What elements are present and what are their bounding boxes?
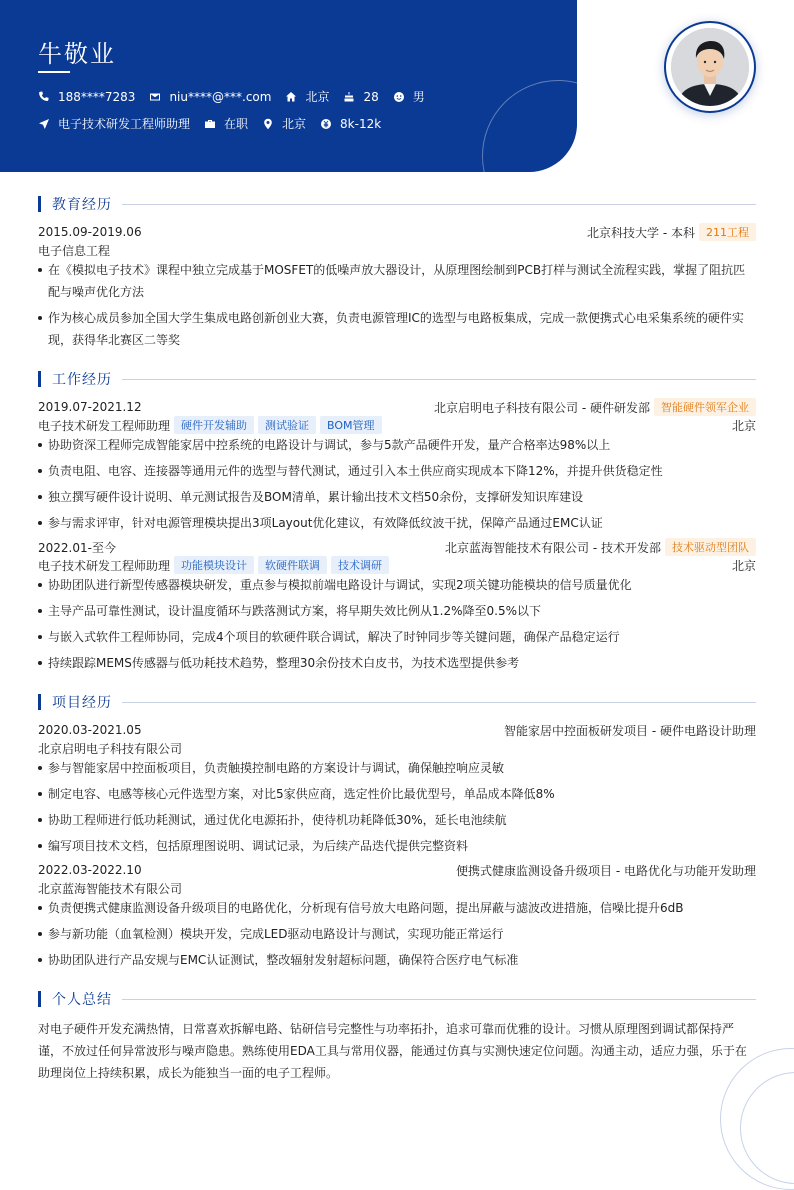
intention-row [38,115,395,132]
project-bullet: 参与智能家居中控面板项目，负责触摸控制电路的方案设计与调试，确保触控响应灵敏 [38,757,756,779]
section-bar [38,371,41,387]
briefcase-icon [204,118,216,130]
position-text: 电子技术研发工程师助理 [58,117,191,131]
location-item [285,88,329,105]
send-icon [38,118,50,130]
location-text: 北京 [305,90,330,104]
project-company-row [38,739,756,757]
education-header [38,223,756,241]
salary-item [320,117,381,131]
position-item [38,115,190,132]
job-city: 北京 [731,558,756,573]
job-bullet: 与嵌入式软件工程师协同，完成4个项目的软硬件联合调试，解决了时钟同步等关键问题，确保产品稳定运行 [38,626,756,648]
job-role-group [38,416,382,434]
gender-text: 男 [412,90,425,104]
avatar-frame [664,21,756,113]
job-bullet: 持续跟踪MEMS传感器与低功耗技术趋势，整理30余份技术白皮书，为技术选型提供参考 [38,652,756,674]
job-header [38,538,756,556]
project-company: 北京蓝海智能技术有限公司 [38,881,183,896]
work-city-text: 北京 [282,117,307,131]
cake-icon [343,91,355,103]
section-divider [122,999,756,1000]
job-bullet: 参与需求评审，针对电源管理模块提出3项Layout优化建议，有效降低纹波干扰，保障产品通过EMC认证 [38,512,756,534]
gender-icon [393,91,405,103]
job-role: 电子技术研发工程师助理 [38,558,171,573]
section-divider [122,204,756,205]
job-company-group [445,538,756,556]
section-work [38,369,756,389]
project-name: 智能家居中控面板研发项目 - 硬件电路设计助理 [504,723,756,738]
phone-number: 188****7283 [58,89,136,104]
education-period: 2015.09-2019.06 [38,225,142,239]
header-decoration-circle [482,80,577,172]
job-bullet: 主导产品可靠性测试，设计温度循环与跌落测试方案，将早期失效比例从1.2%降至0.5%以下 [38,600,756,622]
project-header [38,861,756,879]
company-tag: 技术驱动型团队 [665,538,756,556]
skill-tag: 硬件开发辅助 [174,416,254,434]
job-role-row [38,556,756,574]
section-title-text: 教育经历 [52,197,112,213]
section-divider [122,702,756,703]
job-company: 北京蓝海智能技术有限公司 - 技术开发部 [445,540,661,555]
project-bullet: 协助团队进行产品安规与EMC认证测试，整改辐射发射超标问题，确保符合医疗电气标准 [38,949,756,971]
job-city: 北京 [731,418,756,433]
project-period: 2020.03-2021.05 [38,723,142,737]
skill-tag: 软硬件联调 [258,556,327,574]
job-company-group [434,398,756,416]
section-education [38,194,756,214]
education-major: 电子信息工程 [38,243,111,258]
education-school: 北京科技大学 - 本科 [587,225,695,240]
section-projects [38,692,756,712]
education-major-row [38,241,756,259]
section-bar [38,991,41,1007]
company-tag: 智能硬件领军企业 [654,398,756,416]
gender-item [393,88,425,105]
status-text: 在职 [224,117,249,131]
candidate-name: 牛敬业 [38,40,116,68]
project-bullet: 参与新功能（血氧检测）模块开发，完成LED驱动电路设计与测试，实现功能正常运行 [38,923,756,945]
project-header [38,721,756,739]
section-bar [38,196,41,212]
education-bullet: 作为核心成员参加全国大学生集成电路创新创业大赛，负责电源管理IC的选型与电路板集成，完成一款便携式心电采集系统的硬件实现，获得华北赛区二等奖 [38,307,756,351]
project-company-row [38,879,756,897]
section-title-text: 项目经历 [52,695,112,711]
job-role-row [38,416,756,434]
job-bullet: 协助团队进行新型传感器模块研发，重点参与模拟前端电路设计与调试，实现2项关键功能模块的信号质量优化 [38,574,756,596]
job-bullet: 负责电阻、电容、连接器等通用元件的选型与替代测试，通过引入本土供应商实现成本下降12%，并提升供货稳定性 [38,460,756,482]
job-role-group [38,556,389,574]
section-title-text: 个人总结 [52,992,112,1008]
skill-tag: 测试验证 [258,416,316,434]
salary-text: 8k-12k [340,116,382,131]
name-underline [38,71,70,73]
job-company: 北京启明电子科技有限公司 - 硬件研发部 [434,400,650,415]
contact-row [38,88,439,105]
project-bullet: 制定电容、电感等核心元件选型方案，对比5家供应商，选定性价比最优型号，单品成本降低8% [38,783,756,805]
job-period: 2022.01-至今 [38,540,116,555]
skill-tag: BOM管理 [320,416,382,434]
section-divider [122,379,756,380]
job-bullet: 独立撰写硬件设计说明、单元测试报告及BOM清单，累计输出技术文档50余份，支撑研发知识库建设 [38,486,756,508]
project-period: 2022.03-2022.10 [38,863,142,877]
email-address: niu****@***.com [169,89,272,104]
project-bullet: 负责便携式健康监测设备升级项目的电路优化，分析现有信号放大电路问题，提出屏蔽与滤波改进措施，信噪比提升6dB [38,897,756,919]
salary-icon [320,118,332,130]
section-bar [38,694,41,710]
job-bullet: 协助资深工程师完成智能家居中控系统的电路设计与调试，参与5款产品硬件开发，量产合格率达98%以上 [38,434,756,456]
job-role: 电子技术研发工程师助理 [38,418,171,433]
skill-tag: 功能模块设计 [174,556,254,574]
job-header [38,398,756,416]
skill-tag: 技术调研 [331,556,389,574]
summary-text: 对电子硬件开发充满热情，日常喜欢拆解电路、钻研信号完整性与功率拓扑，追求可靠而优雅的设计。习惯从原理图到调试都保持严谨，不放过任何异常波形与噪声隐患。熟练使用EDA工具与常用仪器，能通过仿真与实测快速定位问题。沟通主动，适应力强，乐于在助理岗位上持续积累，成长为能独当一面的电子工程师。 [38,1022,747,1080]
location-icon [262,118,274,130]
age-text: 28 [363,89,379,104]
school-tag: 211工程 [699,223,756,241]
age-item [343,90,378,104]
avatar [671,28,749,106]
education-bullet: 在《模拟电子技术》课程中独立完成基于MOSFET的低噪声放大器设计，从原理图绘制到PCB打样与测试全流程实践，掌握了阻抗匹配与噪声优化方法 [38,259,756,303]
phone-icon [38,91,50,103]
section-summary [38,989,756,1009]
header-banner [0,0,577,172]
section-title-text: 工作经历 [52,372,112,388]
home-icon [285,91,297,103]
job-period: 2019.07-2021.12 [38,400,142,414]
education-school-group [587,223,756,241]
project-bullet: 编写项目技术文档，包括原理图说明、调试记录，为后续产品迭代提供完整资料 [38,835,756,857]
email-item [149,90,271,104]
project-bullet: 协助工程师进行低功耗测试，通过优化电源拓扑，使待机功耗降低30%，延长电池续航 [38,809,756,831]
status-item [204,115,248,132]
work-city-item [262,115,306,132]
mail-icon [149,91,161,103]
project-name: 便携式健康监测设备升级项目 - 电路优化与功能开发助理 [456,863,756,878]
phone-item [38,90,135,104]
project-company: 北京启明电子科技有限公司 [38,741,183,756]
